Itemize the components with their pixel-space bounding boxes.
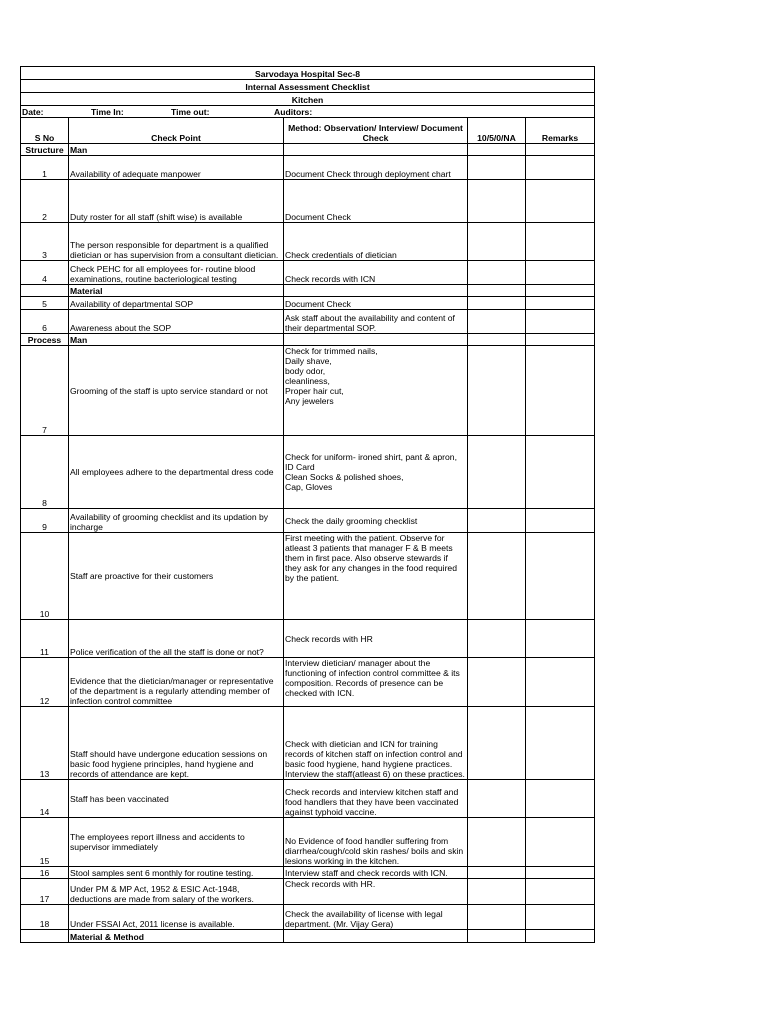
auditors-label: Auditors: [274,107,313,117]
checklist-title: Internal Assessment Checklist [21,80,595,93]
check-point: Duty roster for all staff (shift wise) is available [69,180,284,223]
table-row [21,509,595,533]
remarks-cell[interactable] [526,533,595,620]
hospital-title: Sarvodaya Hospital Sec-8 [21,67,595,80]
check-point: Staff has been vaccinated [69,780,284,818]
check-point: The person responsible for department is a qualified dietician or has supervision from a consultant dietician. [69,223,284,261]
subsection-man: Man [69,144,284,156]
row-number: 14 [21,780,69,818]
table-row [21,658,595,707]
table-row [21,223,595,261]
remarks-cell[interactable] [526,905,595,930]
row-number: 4 [21,261,69,285]
remarks-cell[interactable] [526,180,595,223]
table-row [21,905,595,930]
method: Check records with HR [284,620,468,658]
remarks-cell[interactable] [526,436,595,509]
section-process: Process [21,334,69,346]
time-out-label: Time out: [171,107,210,117]
check-point: Police verification of the all the staff is done or not? [69,620,284,658]
remarks-cell[interactable] [526,509,595,533]
section-structure: Structure [21,144,69,156]
section-row [21,334,595,346]
method: No Evidence of food handler suffering from diarrhea/cough/cold skin rashes/ boils and skin lesions working in the kitchen. [284,818,468,867]
row-number: 7 [21,346,69,436]
subsection-man: Man [69,334,284,346]
method: Interview dietician/ manager about the functioning of infection control committee & its composition. Records of presence can be checked with ICN. [284,658,468,707]
subsection-material: Material [69,285,284,297]
row-number: 16 [21,867,69,879]
table-row [21,436,595,509]
score-cell[interactable] [468,620,526,658]
table-row [21,346,595,436]
method: Check the availability of license with legal department. (Mr. Vijay Gera) [284,905,468,930]
check-point: Availability of adequate manpower [69,156,284,180]
remarks-cell[interactable] [526,879,595,905]
method: Check for uniform- ironed shirt, pant & apron, ID Card Clean Socks & polished shoes, Cap, Gloves [284,436,468,509]
audit-info-row [21,106,595,118]
remarks-header: Remarks [526,118,595,144]
remarks-cell[interactable] [526,261,595,285]
table-row [21,297,595,310]
table-row [21,261,595,285]
score-cell[interactable] [468,533,526,620]
score-cell[interactable] [468,780,526,818]
row-number: 1 [21,156,69,180]
method: Check credentials of dietician [284,223,468,261]
column-header-row [21,118,595,144]
score-cell[interactable] [468,707,526,780]
table-row [21,310,595,334]
remarks-cell[interactable] [526,310,595,334]
row-number: 9 [21,509,69,533]
row-number: 3 [21,223,69,261]
table-row [21,780,595,818]
method-header: Method: Observation/ Interview/ Document Check [284,118,468,144]
score-cell[interactable] [468,879,526,905]
section-row [21,285,595,297]
check-point: All employees adhere to the departmental dress code [69,436,284,509]
row-number: 12 [21,658,69,707]
method: Check records and interview kitchen staff and food handlers that they have been vaccinated against typhoid vaccine. [284,780,468,818]
remarks-cell[interactable] [526,707,595,780]
remarks-cell[interactable] [526,346,595,436]
score-cell[interactable] [468,509,526,533]
check-point: Availability of grooming checklist and its updation by incharge [69,509,284,533]
check-point: Grooming of the staff is upto service standard or not [69,346,284,436]
score-cell[interactable] [468,436,526,509]
method: Check records with ICN [284,261,468,285]
table-row [21,707,595,780]
checkpoint-header: Check Point [69,118,284,144]
method: Document Check [284,297,468,310]
remarks-cell[interactable] [526,620,595,658]
row-number: 18 [21,905,69,930]
time-in-label: Time In: [91,107,124,117]
check-point: Under PM & MP Act, 1952 & ESIC Act-1948, deductions are made from salary of the workers. [69,879,284,905]
checklist-table [20,66,595,943]
check-point: Check PEHC for all employees for- routine blood examinations, routine bacteriological testing [69,261,284,285]
sno-header: S No [21,118,69,144]
score-cell[interactable] [468,867,526,879]
table-row [21,156,595,180]
row-number: 17 [21,879,69,905]
score-cell[interactable] [468,346,526,436]
remarks-cell[interactable] [526,223,595,261]
check-point: Awareness about the SOP [69,310,284,334]
score-cell[interactable] [468,297,526,310]
row-number: 15 [21,818,69,867]
method: Document Check through deployment chart [284,156,468,180]
score-cell[interactable] [468,180,526,223]
date-label: Date: [22,107,44,117]
table-row [21,867,595,879]
table-row [21,879,595,905]
check-point: The employees report illness and accidents to supervisor immediately [69,818,284,867]
score-cell[interactable] [468,658,526,707]
method: Check for trimmed nails, Daily shave, body odor, cleanliness, Proper hair cut, Any jewelers [284,346,468,436]
score-cell[interactable] [468,261,526,285]
method: Ask staff about the availability and content of their departmental SOP. [284,310,468,334]
remarks-cell[interactable] [526,818,595,867]
method: Check with dietician and ICN for training records of kitchen staff on infection control and basic food hygiene, hand hygiene practices. Interview the staff(atleast 6) on these practices. [284,707,468,780]
check-point: Stool samples sent 6 monthly for routine testing. [69,867,284,879]
check-point: Under FSSAI Act, 2011 license is available. [69,905,284,930]
row-number: 10 [21,533,69,620]
method: Interview staff and check records with ICN. [284,867,468,879]
check-point: Staff should have undergone education sessions on basic food hygiene principles, hand hygiene and records of attendance are kept. [69,707,284,780]
method: Check the daily grooming checklist [284,509,468,533]
score-cell[interactable] [468,223,526,261]
section-row [21,144,595,156]
method: First meeting with the patient. Observe for atleast 3 patients that manager F & B meets them in first pace. Also observe stewards if they ask for any changes in the food required by the patient. [284,533,468,620]
score-cell[interactable] [468,905,526,930]
table-row [21,533,595,620]
score-cell[interactable] [468,310,526,334]
row-number: 11 [21,620,69,658]
table-row [21,818,595,867]
row-number: 6 [21,310,69,334]
score-header: 10/5/0/NA [468,118,526,144]
table-row [21,620,595,658]
section-row [21,930,595,943]
check-point: Staff are proactive for their customers [69,533,284,620]
subsection-material-method: Material & Method [69,930,284,943]
remarks-cell[interactable] [526,867,595,879]
check-point: Availability of departmental SOP [69,297,284,310]
score-cell[interactable] [468,156,526,180]
remarks-cell[interactable] [526,156,595,180]
score-cell[interactable] [468,818,526,867]
department-title: Kitchen [21,93,595,106]
row-number: 5 [21,297,69,310]
method: Check records with HR. [284,879,468,905]
remarks-cell[interactable] [526,658,595,707]
remarks-cell[interactable] [526,297,595,310]
method: Document Check [284,180,468,223]
row-number: 8 [21,436,69,509]
row-number: 2 [21,180,69,223]
remarks-cell[interactable] [526,780,595,818]
table-row [21,180,595,223]
check-point: Evidence that the dietician/manager or representative of the department is a regularly attending member of infection control committee [69,658,284,707]
row-number: 13 [21,707,69,780]
